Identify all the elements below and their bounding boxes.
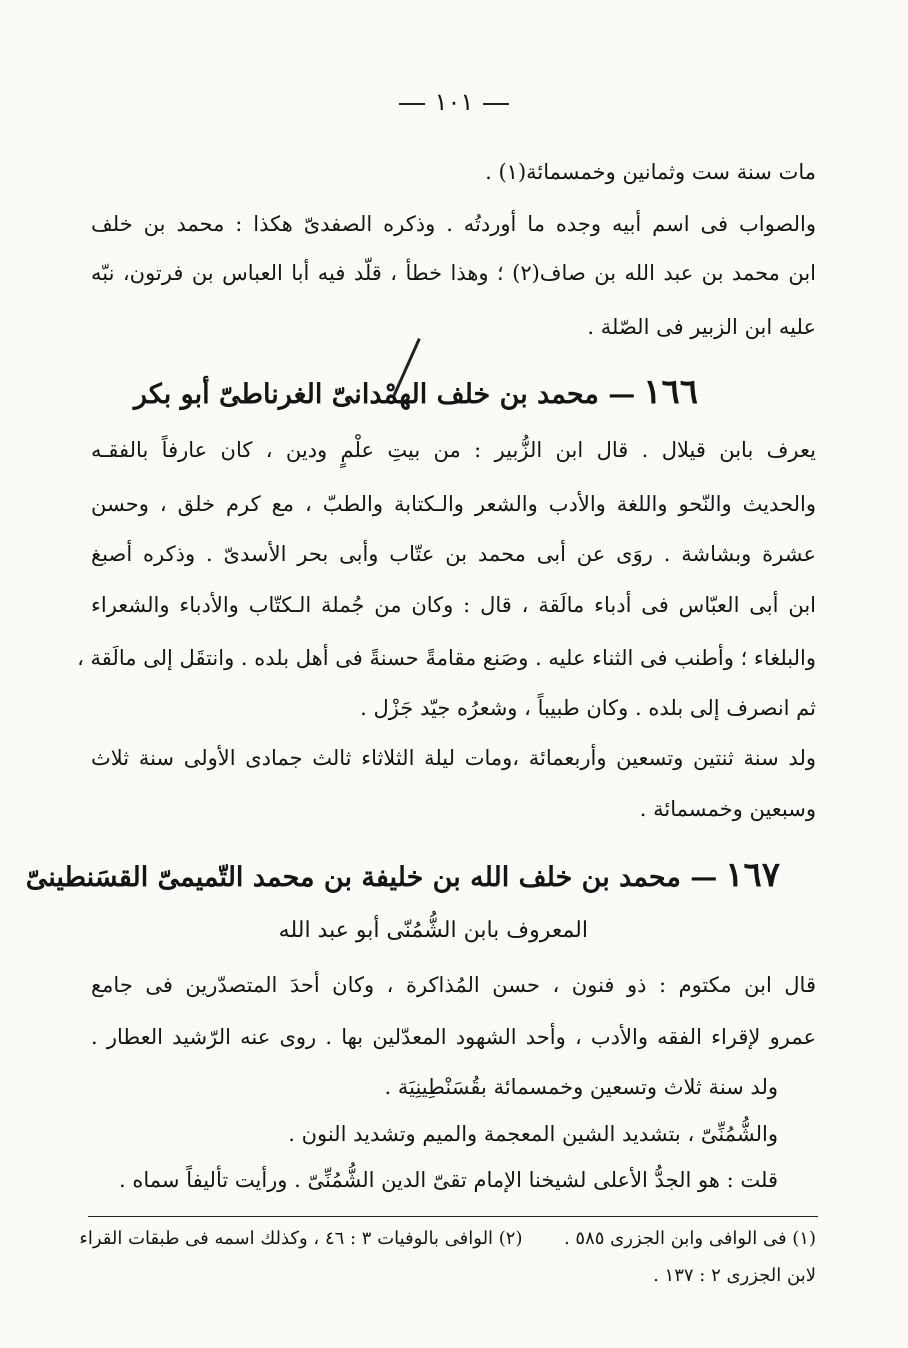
entry-167-line: والشُّمُنِّىّ ، بتشديد الشين المعجمة والميم وتشديد النون . (288, 1122, 778, 1146)
page-number-text: ١٠١ (434, 88, 474, 116)
entry-167-number: ١٦٧ (725, 855, 780, 895)
paragraph-line: مات سنة ست وثمانين وخمسمائة(١) . (485, 160, 816, 184)
entry-166-line: عشرة وبشاشة . روَى عن أبى محمد بن عتّاب وأبى بحر الأسدىّ . وذكره أصبغ (91, 542, 816, 566)
entry-166-title: — محمد بن خلف الهمْدانىّ الغرناطىّ أبو بكر (133, 379, 636, 410)
paragraph-line: ابن محمد بن عبد الله بن صاف(٢) ؛ وهذا خطأ ، قلّد فيه أبا العباس بن فرتون، نبّه (91, 261, 816, 285)
footnote-2-continuation: لابن الجزرى ٢ : ١٣٧ . (653, 1265, 816, 1286)
entry-166-line: ولد سنة ثنتين وتسعين وأربعمائة ،ومات ليلة الثلاثاء ثالث جمادى الأولى سنة ثلاث (91, 746, 816, 770)
entry-166-line: ثم انصرف إلى بلده . وكان طبيباً ، وشعرُه جيّد جَزْل . (360, 696, 816, 720)
entry-167-subtitle: المعروف بابن الشُّمُنّى أبو عبد الله (278, 918, 588, 943)
footnote-line (79, 1228, 816, 1249)
footnote-separator (88, 1216, 818, 1217)
page-number (0, 88, 908, 116)
entry-167-title: — محمد بن خلف الله بن خليفة بن محمد التّميمىّ القسَنطينىّ (25, 862, 718, 893)
dash-right (483, 103, 509, 105)
entry-166-line: والحديث والنّحو واللغة والأدب والشعر والـكتابة والطبّ ، مع كرم خلق ، وحسن (91, 492, 816, 516)
dash-left (399, 103, 425, 105)
entry-167-heading (26, 855, 780, 895)
entry-166-heading (134, 372, 698, 412)
entry-166-number: ١٦٦ (643, 372, 698, 412)
paragraph-line: عليه ابن الزبير فى الصّلة . (587, 315, 816, 339)
entry-167-line: عمرو لإقراء الفقه والأدب ، وأحد الشهود المعدّلين بها . روى عنه الرّشيد العطار . (91, 1025, 816, 1049)
entry-166-line: والبلغاء ؛ وأطنب فى الثناء عليه . وصَنع مقامةً حسنةً فى أهل بلده . وانتقَل إلى مالَقة ، (77, 646, 816, 670)
entry-167-line: ولد سنة ثلاث وتسعين وخمسمائة بقُسَنْطِينِيَة . (384, 1075, 778, 1099)
footnote-2: (٢) الوافى بالوفيات ٣ : ٤٦ ، وكذلك اسمه فى طبقات القراء (79, 1228, 523, 1249)
entry-166-line: ابن أبى العبّاس فى أدباء مالَقة ، قال : وكان من جُملة الـكتّاب والأدباء والشعراء (91, 593, 816, 617)
paragraph-line: والصواب فى اسم أبيه وجده ما أوردتُه . وذكره الصفدىّ هكذا : محمد بن خلف (91, 212, 816, 236)
footnote-1: (١) فى الوافى وابن الجزرى ٥٨٥ . (563, 1228, 816, 1249)
entry-167-line: قال ابن مكتوم : ذو فنون ، حسن المُذاكرة ، وكان أحدَ المتصدّرين فى جامع (91, 973, 816, 997)
entry-166-line: يعرف بابن قيلال . قال ابن الزُّبير : من بيتِ علْمٍ ودين ، كان عارفاً بالفقـه (91, 438, 816, 462)
entry-166-line: وسبعين وخمسمائة . (639, 797, 816, 821)
entry-167-line: قلت : هو الجدُّ الأعلى لشيخنا الإمام تقىّ الدين الشُّمُنِّىّ . ورأيت تأليفاً سماه . (119, 1168, 778, 1192)
